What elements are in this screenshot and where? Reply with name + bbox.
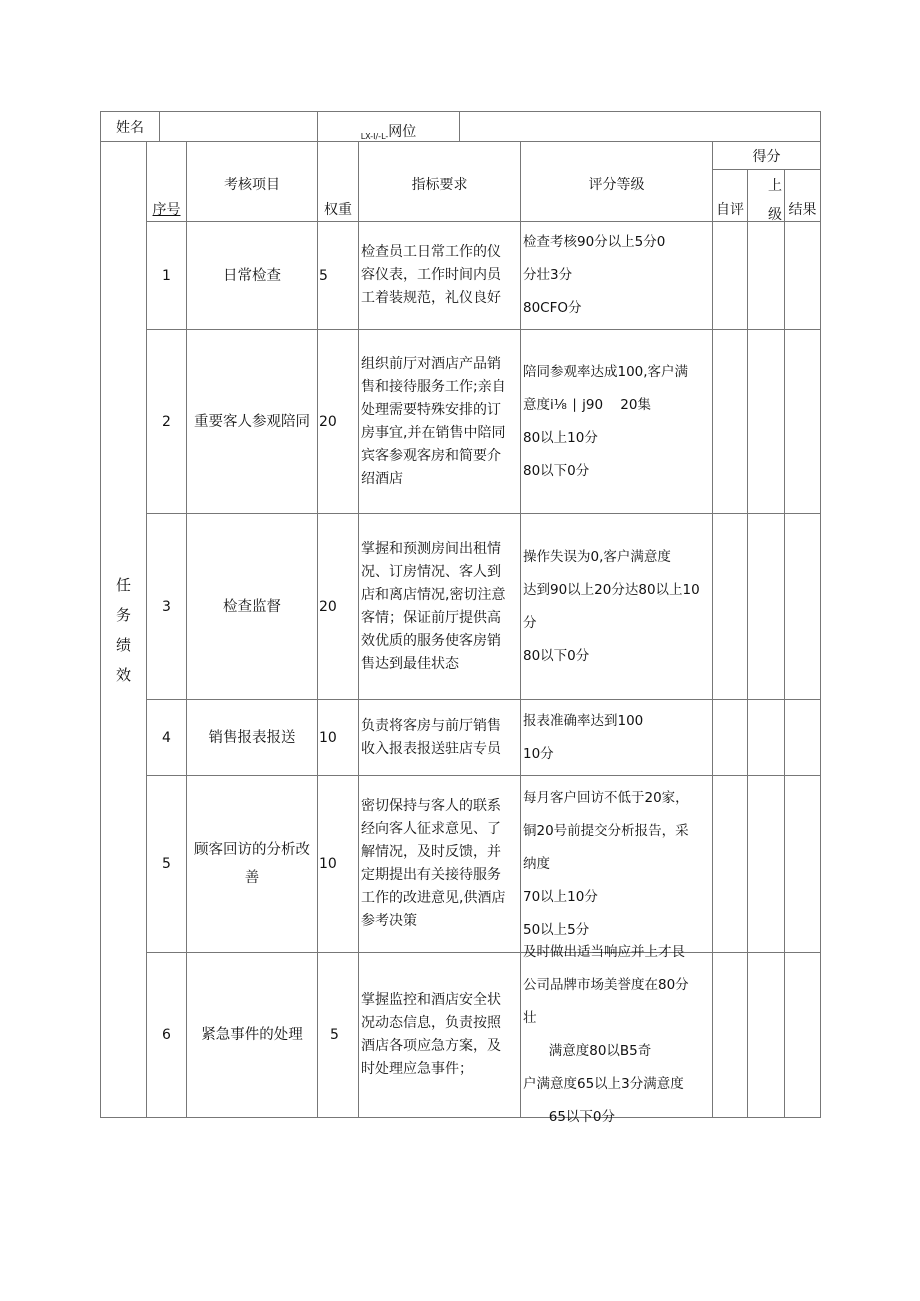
row-5-result-cell[interactable] — [784, 775, 821, 953]
seq-value: 4 — [162, 729, 171, 746]
seq-value: 3 — [162, 598, 171, 615]
requirement-line: 况动态信息，负责按照 — [361, 1015, 501, 1031]
row-6-rating-cell — [520, 944, 713, 1125]
row-2-superior-cell[interactable] — [747, 329, 785, 514]
side-char: 效 — [115, 665, 131, 684]
row-2-req-cell — [358, 329, 521, 514]
requirement-line: 定期提出有关接待服务 — [361, 867, 501, 883]
row-2-self-cell[interactable] — [712, 329, 748, 514]
rating-line: 操作失误为0,客户满意度 — [523, 548, 671, 565]
header-item-label: 考核项目 — [224, 177, 280, 193]
row-1-superior-cell[interactable] — [747, 221, 785, 330]
header-superior-label: 级 — [768, 207, 782, 223]
side-char: 任 — [115, 575, 131, 594]
rating-line: 分壮3分 — [523, 267, 573, 283]
row-4-result-cell[interactable] — [784, 699, 821, 776]
rating-text — [523, 936, 710, 1134]
rating-line: 达到90以上20分达80以上10 — [523, 581, 700, 598]
position-input-cell[interactable] — [459, 111, 821, 142]
requirement-line: 绍酒店 — [361, 470, 403, 487]
row-3-rating-cell — [520, 513, 713, 700]
row-1-weight-cell — [317, 221, 359, 330]
requirement-line: 组织前厅对酒店产品销 — [361, 355, 501, 372]
rating-text — [523, 705, 710, 771]
row-1-self-cell[interactable] — [712, 221, 748, 330]
rating-line: 70以上10分 — [523, 888, 598, 905]
header-rating-label: 评分等级 — [588, 177, 645, 193]
requirement-line: 宾客参观客房和简要介 — [361, 447, 501, 464]
requirement-line: 经向客人征求意见、了 — [361, 821, 501, 837]
rating-text — [523, 356, 710, 488]
row-1-result-cell[interactable] — [784, 221, 821, 330]
rating-line: 壮 — [523, 1010, 537, 1026]
requirement-line: 客情；保证前厅提供高 — [361, 609, 501, 626]
requirement-line: 店和离店情况,密切注意 — [361, 586, 506, 603]
row-4-weight-cell — [317, 699, 359, 776]
name-input-cell[interactable] — [159, 111, 318, 142]
header-superior — [747, 169, 785, 222]
rating-line: 纳度 — [523, 855, 550, 872]
row-3-req-cell — [358, 513, 521, 700]
side-label-cell — [100, 141, 147, 1118]
header-requirement-label: 指标要求 — [411, 177, 468, 193]
rating-line: 80CFO分 — [523, 300, 582, 316]
side-char: 绩 — [115, 635, 131, 654]
header-self-label: 自评 — [716, 202, 744, 218]
item-line: 销售报表报送 — [208, 729, 296, 746]
rating-line: 陪同参观率达成100,客户满 — [523, 363, 689, 380]
name-label-cell — [100, 111, 160, 142]
row-5-seq-cell — [146, 775, 187, 953]
row-5-weight-cell — [317, 775, 359, 953]
rating-line: 户满意度65以上3分满意度 — [523, 1076, 684, 1092]
row-6-req-cell — [358, 952, 521, 1118]
requirement-line: 参考决策 — [361, 913, 417, 929]
weight-value: 20 — [319, 413, 337, 430]
requirement-line: 况、订房情况、客人到 — [361, 563, 501, 580]
rating-line: 50以上5分 — [523, 921, 590, 938]
row-6-superior-cell[interactable] — [747, 952, 785, 1118]
seq-value: 2 — [162, 413, 171, 430]
item-line: 检查监督 — [223, 598, 281, 615]
requirement-line: 工作的改进意见,供酒店 — [361, 890, 506, 906]
item-line: 善 — [244, 870, 260, 886]
header-score-label: 得分 — [752, 148, 781, 165]
row-4-rating-cell — [520, 699, 713, 776]
item-text — [223, 593, 281, 621]
name-label: 姓名 — [116, 119, 144, 136]
header-seq-label: 序号 — [152, 202, 181, 218]
row-5-req-cell — [358, 775, 521, 953]
rating-line: 满意度80以B5奇 — [523, 1043, 652, 1059]
side-label — [116, 570, 131, 690]
row-4-seq-cell — [146, 699, 187, 776]
req-text — [361, 715, 518, 761]
header-weight-label: 权重 — [324, 202, 352, 218]
rating-line: 公司品牌市场美誉度在80分 — [523, 977, 689, 993]
weight-value: 10 — [319, 729, 337, 746]
req-text — [361, 989, 518, 1081]
requirement-line: 工着装规范，礼仪良好 — [361, 290, 501, 306]
item-line: 紧急事件的处理 — [201, 1027, 303, 1043]
row-6-item-cell — [186, 952, 318, 1118]
requirement-line: 酒店各项应急方案，及 — [361, 1038, 501, 1054]
rating-line: 及时做出适当响应并上才艮 — [523, 944, 685, 960]
header-rating — [520, 141, 713, 222]
row-1-item-cell — [186, 221, 318, 330]
rating-line: 检查考核90分以上5分0 — [523, 234, 666, 250]
seq-value: 1 — [162, 267, 171, 284]
header-score — [712, 141, 821, 170]
weight-value: 20 — [319, 598, 337, 615]
row-2-seq-cell — [146, 329, 187, 514]
row-4-self-cell[interactable] — [712, 699, 748, 776]
row-3-superior-cell[interactable] — [747, 513, 785, 700]
header-weight — [317, 141, 359, 222]
seq-value: 6 — [162, 1027, 171, 1043]
requirement-line: 处理需要特殊安排的订 — [361, 401, 501, 418]
rating-text — [523, 782, 710, 947]
row-5-item-cell — [186, 775, 318, 953]
row-6-self-cell[interactable] — [712, 952, 748, 1118]
row-3-self-cell[interactable] — [712, 513, 748, 700]
weight-value: 10 — [319, 856, 337, 872]
header-result-label: 结果 — [788, 202, 817, 218]
requirement-line: 售达到最佳状态 — [361, 655, 459, 672]
requirement-line: 容仪表，工作时间内员 — [361, 267, 501, 283]
position-label: 网位 — [388, 124, 417, 140]
item-text — [194, 836, 310, 892]
requirement-line: 密切保持与客人的联系 — [361, 798, 501, 814]
row-3-weight-cell — [317, 513, 359, 700]
rating-line: 铜20号前提交分析报告，采 — [523, 822, 689, 839]
requirement-line: 解情况，及时反馈，并 — [361, 844, 501, 860]
item-line: 日常检查 — [223, 267, 281, 284]
row-2-item-cell — [186, 329, 318, 514]
item-text — [201, 1021, 303, 1049]
item-line: 顾客回访的分析改 — [194, 842, 310, 858]
row-4-superior-cell[interactable] — [747, 699, 785, 776]
rating-text — [523, 541, 710, 673]
rating-line: 10分 — [523, 745, 554, 762]
rating-line: 80以下0分 — [523, 462, 590, 479]
req-text — [361, 795, 518, 933]
row-4-req-cell — [358, 699, 521, 776]
header-self — [712, 169, 748, 222]
row-2-result-cell[interactable] — [784, 329, 821, 514]
req-text — [361, 353, 518, 491]
header-result — [784, 169, 821, 222]
row-5-superior-cell[interactable] — [747, 775, 785, 953]
position-label-cell — [317, 111, 460, 142]
requirement-line: 负责将客房与前厅销售 — [361, 717, 501, 734]
weight-value: 5 — [319, 267, 328, 284]
requirement-line: 收入报表报送驻店专员 — [361, 740, 501, 757]
position-prefix: LX-I/-L- — [360, 132, 389, 141]
row-2-weight-cell — [317, 329, 359, 514]
header-item — [186, 141, 318, 222]
rating-line: 80以下0分 — [523, 647, 590, 664]
rating-line: 意度i⅛ ∣ j90 20集 — [523, 396, 651, 413]
row-3-result-cell[interactable] — [784, 513, 821, 700]
item-text — [209, 724, 296, 752]
item-text — [223, 262, 281, 290]
row-6-result-cell[interactable] — [784, 952, 821, 1118]
row-5-rating-cell — [520, 775, 713, 953]
row-1-rating-cell — [520, 221, 713, 330]
header-seq — [146, 141, 187, 222]
row-2-rating-cell — [520, 329, 713, 514]
requirement-line: 时处理应急事件； — [361, 1061, 473, 1077]
requirement-line: 房事宜,并在销售中陪同 — [361, 424, 506, 441]
row-3-item-cell — [186, 513, 318, 700]
row-1-req-cell — [358, 221, 521, 330]
row-3-seq-cell — [146, 513, 187, 700]
row-5-self-cell[interactable] — [712, 775, 748, 953]
row-6-weight-cell — [317, 952, 359, 1118]
requirement-line: 检查员工日常工作的仪 — [361, 244, 501, 260]
weight-value: 5 — [330, 1027, 339, 1043]
rating-line: 分 — [523, 614, 537, 631]
requirement-line: 掌握监控和酒店安全状 — [361, 992, 501, 1008]
req-text — [361, 538, 518, 676]
rating-line: 报表准确率达到100 — [523, 712, 644, 729]
seq-value: 5 — [162, 856, 171, 872]
requirement-line: 掌握和预测房间出租情 — [361, 540, 501, 557]
side-char: 务 — [115, 605, 131, 624]
requirement-line: 售和接待服务工作;亲自 — [361, 378, 506, 395]
requirement-line: 效优质的服务使客房销 — [361, 632, 501, 649]
item-line: 重要客人参观陪同 — [194, 413, 310, 430]
header-superior-label: 上 — [768, 178, 782, 194]
row-1-seq-cell — [146, 221, 187, 330]
row-6-seq-cell — [146, 952, 187, 1118]
rating-line: 80以上10分 — [523, 429, 598, 446]
rating-text — [523, 226, 710, 325]
rating-line: 65以下0分 — [523, 1109, 616, 1125]
req-text — [361, 241, 518, 310]
header-requirement — [358, 141, 521, 222]
item-text — [194, 408, 310, 436]
rating-line: 每月客户回访不低于20家， — [523, 789, 689, 806]
row-4-item-cell — [186, 699, 318, 776]
